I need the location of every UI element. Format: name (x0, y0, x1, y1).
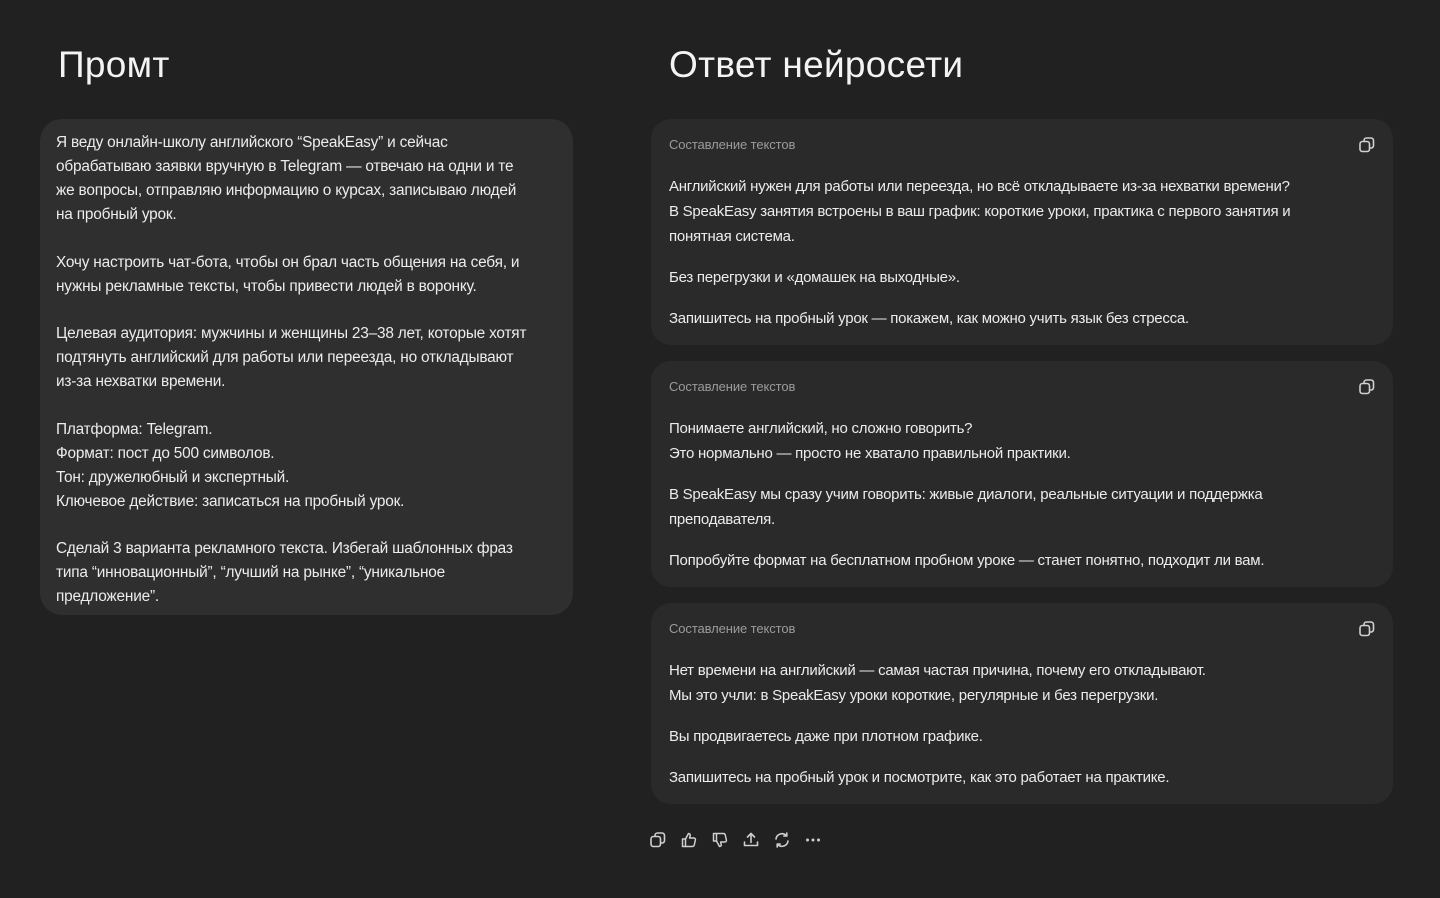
prompt-paragraph (56, 537, 557, 609)
response-line: В SpeakEasy занятия встроены в ваш график: короткие уроки, практика с первого занятия и (669, 203, 1291, 220)
like-button[interactable] (679, 829, 699, 851)
prompt-line: Целевая аудитория: мужчины и женщины 23–38 лет, которые хотят (56, 325, 527, 342)
prompt-line: из-за нехватки времени. (56, 373, 226, 390)
share-button[interactable] (741, 829, 761, 851)
prompt-line: типа “инновационный”, “лучший на рынке”, “уникальное (56, 564, 445, 581)
prompt-line: же вопросы, отправляю информацию о курсах, записываю людей (56, 182, 517, 199)
prompt-line: на пробный урок. (56, 206, 177, 223)
copy-button[interactable] (1357, 619, 1377, 639)
prompt-paragraph (56, 131, 557, 227)
response-line: Английский нужен для работы или переезда, но всё откладываете из-за нехватки времени? (669, 178, 1290, 195)
prompt-line: Я веду онлайн-школу английского “SpeakEasy” и сейчас (56, 134, 448, 151)
response-paragraph (669, 265, 1375, 290)
response-card (651, 361, 1393, 587)
prompt-paragraph (56, 251, 557, 299)
message-action-bar (648, 828, 823, 852)
response-paragraph (669, 724, 1375, 749)
prompt-line: подтянуть английский для работы или переезда, но откладывают (56, 349, 514, 366)
prompt-paragraph (56, 418, 557, 514)
more-icon (804, 831, 822, 849)
refresh-icon (773, 831, 791, 849)
prompt-line: Платформа: Telegram. (56, 420, 213, 438)
prompt-line: нужны рекламные тексты, чтобы привести людей в воронку. (56, 277, 477, 295)
thumbs-down-icon (711, 831, 729, 849)
response-paragraph (669, 416, 1375, 466)
response-line: Это нормально — просто не хватало правильной практики. (669, 445, 1071, 462)
response-label: Составление текстов (669, 621, 796, 636)
response-line: понятная система. (669, 228, 795, 245)
prompt-column-title: Промт (58, 44, 170, 85)
response-card (651, 119, 1393, 345)
response-line: Мы это учли: в SpeakEasy уроки короткие, регулярные и без перегрузки. (669, 687, 1159, 704)
response-paragraph (669, 482, 1375, 532)
prompt-line: Ключевое действие: записаться на пробный урок. (56, 492, 405, 510)
copy-button[interactable] (1357, 135, 1377, 155)
prompt-line: Формат: пост до 500 символов. (56, 444, 275, 462)
response-column-title: Ответ нейросети (669, 44, 964, 85)
share-icon (742, 831, 760, 849)
copy-button[interactable] (648, 829, 668, 851)
response-line: Нет времени на английский — самая частая причина, почему его откладывают. (669, 662, 1206, 679)
more-options-button[interactable] (803, 829, 823, 851)
response-line: Понимаете английский, но сложно говорить? (669, 420, 973, 437)
response-line: Без перегрузки и «домашек на выходные». (669, 269, 960, 286)
response-line: Запишитесь на пробный урок — покажем, как можно учить язык без стресса. (669, 310, 1189, 327)
copy-icon (1358, 136, 1376, 154)
copy-icon (649, 831, 667, 849)
copy-icon (1358, 378, 1376, 396)
prompt-line: предложение”. (56, 588, 159, 605)
prompt-paragraph (56, 322, 557, 394)
response-line: В SpeakEasy мы сразу учим говорить: живые диалоги, реальные ситуации и поддержка (669, 486, 1263, 503)
response-label: Составление текстов (669, 379, 796, 394)
response-label: Составление текстов (669, 137, 796, 152)
prompt-line: Тон: дружелюбный и экспертный. (56, 468, 290, 486)
response-line: преподавателя. (669, 511, 775, 528)
response-paragraph (669, 658, 1375, 708)
prompt-message (40, 119, 573, 615)
response-line: Запишитесь на пробный урок и посмотрите, как это работает на практике. (669, 769, 1170, 786)
response-line: Попробуйте формат на бесплатном пробном уроке — станет понятно, подходит ли вам. (669, 552, 1265, 569)
copy-icon (1358, 620, 1376, 638)
response-card (651, 603, 1393, 804)
response-paragraph (669, 548, 1375, 573)
dislike-button[interactable] (710, 829, 730, 851)
regenerate-button[interactable] (772, 829, 792, 851)
response-paragraph (669, 765, 1375, 790)
response-line: Вы продвигаетесь даже при плотном графике. (669, 728, 983, 745)
prompt-line: обрабатываю заявки вручную в Telegram — отвечаю на одни и те (56, 158, 514, 175)
response-paragraph (669, 306, 1375, 331)
copy-button[interactable] (1357, 377, 1377, 397)
response-paragraph (669, 174, 1375, 249)
prompt-line: Хочу настроить чат-бота, чтобы он брал часть общения на себя, и (56, 253, 520, 271)
thumbs-up-icon (680, 831, 698, 849)
prompt-line: Сделай 3 варианта рекламного текста. Избегай шаблонных фраз (56, 540, 513, 557)
